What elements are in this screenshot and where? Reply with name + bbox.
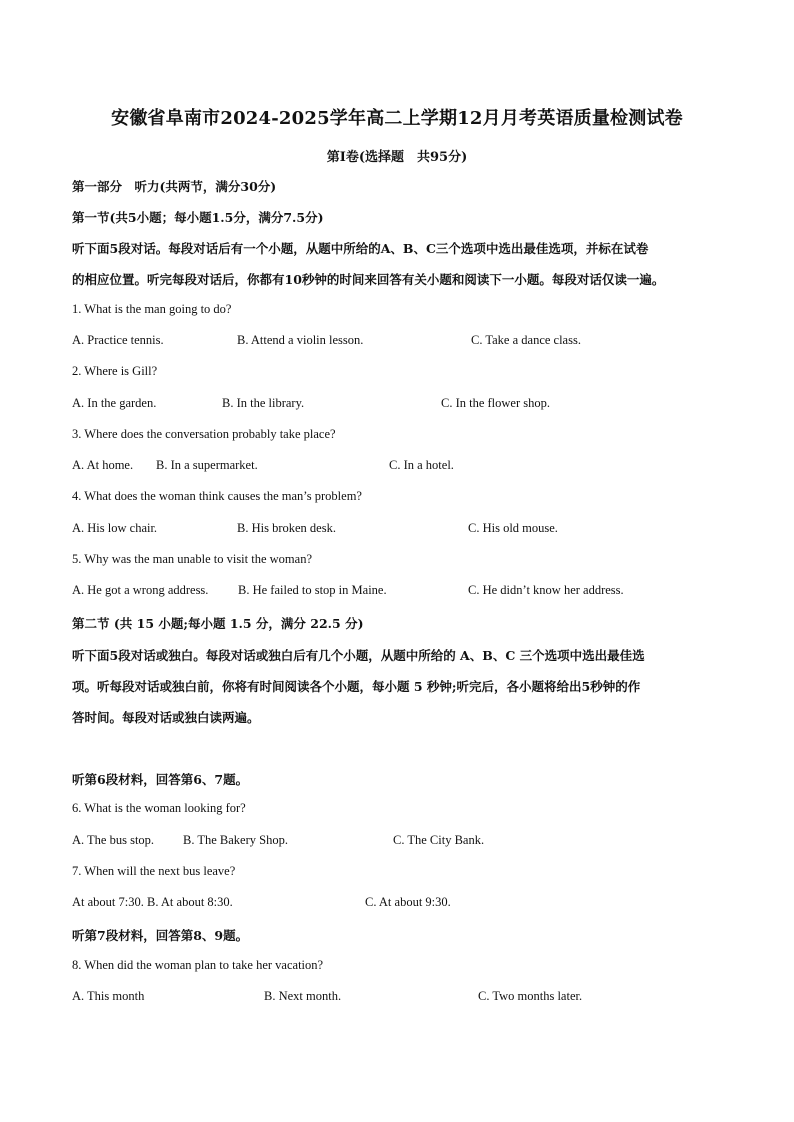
q2-option-b: B. In the library. <box>222 396 305 410</box>
q6-option-a: A. The bus stop. <box>72 833 155 847</box>
q2-option-c: C. In the flower shop. <box>441 396 551 410</box>
section1-instruction-line1: 听下面5段对话。每段对话后有一个小题，从题中所给的A、B、C三个选项中选出最佳选项，并标在试卷 <box>72 241 649 256</box>
q1-option-b: B. Attend a violin lesson. <box>237 333 364 347</box>
question-4: 4. What does the woman think causes the man’s problem? <box>72 489 362 503</box>
q3-option-c: C. In a hotel. <box>389 458 454 472</box>
material6-heading: 听第6段材料，回答第6、7题。 <box>72 772 249 787</box>
section2-heading: 第二节 (共 15 小题;每小题 1.5 分，满分 22.5 分) <box>72 616 364 631</box>
q2-option-a: A. In the garden. <box>72 396 157 410</box>
q6-option-b: B. The Bakery Shop. <box>183 833 288 847</box>
question-8: 8. When did the woman plan to take her vacation? <box>72 958 324 972</box>
q3-option-a: A. At home. <box>72 458 134 472</box>
exam-title: 安徽省阜南市2024-2025学年高二上学期12月月考英语质量检测试卷 <box>111 108 683 129</box>
q4-option-b: B. His broken desk. <box>237 521 336 535</box>
question-2: 2. Where is Gill? <box>72 364 158 378</box>
q3-option-b: B. In a supermarket. <box>156 458 258 472</box>
question-7: 7. When will the next bus leave? <box>72 864 236 878</box>
q5-option-c: C. He didn’t know her address. <box>468 583 624 597</box>
volume-heading: 第Ⅰ卷(选择题 共95分) <box>326 150 468 165</box>
material7-heading: 听第7段材料，回答第8、9题。 <box>72 928 249 943</box>
section2-instruction-line1: 听下面5段对话或独白。每段对话或独白后有几个小题，从题中所给的 A、B、C 三个选项中选出最佳选 <box>72 648 645 663</box>
question-5: 5. Why was the man unable to visit the woman? <box>72 552 312 566</box>
q4-option-c: C. His old mouse. <box>468 521 558 535</box>
q1-option-a: A. Practice tennis. <box>72 333 164 347</box>
q8-option-c: C. Two months later. <box>478 989 583 1003</box>
section2-instruction-line3: 答时间。每段对话或独白读两遍。 <box>72 710 260 725</box>
question-1: 1. What is the man going to do? <box>72 302 232 316</box>
question-6: 6. What is the woman looking for? <box>72 801 246 815</box>
q8-option-b: B. Next month. <box>264 989 342 1003</box>
part1-heading: 第一部分 听力(共两节，满分30分) <box>72 179 277 194</box>
section1-instruction-line2: 的相应位置。听完每段对话后，你都有10秒钟的时间来回答有关小题和阅读下一小题。每段对话仅读一遍。 <box>72 272 665 287</box>
q8-option-a: A. This month <box>72 989 145 1003</box>
q5-option-a: A. He got a wrong address. <box>72 583 209 597</box>
section1-heading: 第一节(共5小题；每小题1.5分，满分7.5分) <box>72 210 324 225</box>
q1-option-c: C. Take a dance class. <box>471 333 581 347</box>
q6-option-c: C. The City Bank. <box>393 833 485 847</box>
q7-option-c: C. At about 9:30. <box>365 895 451 909</box>
q5-option-b: B. He failed to stop in Maine. <box>238 583 387 597</box>
section2-instruction-line2: 项。听每段对话或独白前，你将有时间阅读各个小题，每小题 5 秒钟;听完后，各小题将给出5秒钟的作 <box>72 679 641 694</box>
q7-options-ab: At about 7:30. B. At about 8:30. <box>72 895 233 909</box>
q4-option-a: A. His low chair. <box>72 521 158 535</box>
question-3: 3. Where does the conversation probably take place? <box>72 427 336 441</box>
